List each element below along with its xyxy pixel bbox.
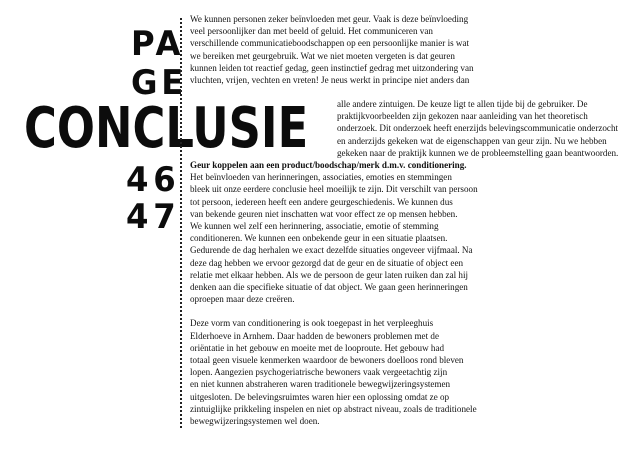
body-text — [190, 159, 478, 427]
text-line: Gedurende de dag herhalen we exact dezelfde situaties ongeveer vijfmaal. Na — [190, 245, 473, 256]
text-line: veel persoonlijker dan met beeld of geluid. Het communiceren van — [190, 26, 433, 37]
intro-paragraph — [190, 13, 474, 86]
paragraph-gap — [190, 305, 478, 317]
text-line: van bekende geuren niet inschatten wat voor effect ze op mensen hebben. — [190, 208, 458, 219]
text-line: we bereiken met geurgebruik. Wat we niet moeten vergeten is dat geuren — [190, 50, 455, 61]
page-title: CONCLUSIE — [24, 96, 309, 161]
page-label-top: PA — [131, 24, 185, 64]
text-line: deze dag hebben we ervoor gezorgd dat de geur en de situatie of object een — [190, 257, 464, 268]
text-line: bleek uit onze eerdere conclusie heel moeilijk te zijn. Dit verschilt van persoon — [190, 184, 478, 195]
text-line: Elderhoeve in Arnhem. Daar hadden de bewoners problemen met de — [190, 330, 439, 341]
text-line: alle andere zintuigen. De keuze ligt te allen tijde bij de gebruiker. De — [337, 99, 588, 109]
page-number-left: 46 — [126, 160, 181, 200]
text-line: gekeken naar de praktijk kunnen we de probleemstelling gaan beantwoorden. — [337, 147, 619, 158]
text-line: en niet kunnen abstraheren waren traditionele bewegwijzeringsystemen — [190, 379, 451, 390]
text-line: en anderzijds gekeken wat de eigenschappen van geur zijn. Nu we hebben — [337, 135, 607, 146]
text-line: oproepen maar deze creëren. — [190, 294, 295, 305]
text-line: onderzoek. Dit onderzoek heeft enerzijds belevingscommunicatie onderzocht — [337, 123, 619, 134]
text-line: relatie met elkaar hebben. Als we de persoon de geur laten ruiken dan zal hij — [190, 269, 469, 280]
text-line: vluchten, vrijen, vechten en vreten! Je neus werkt in principe niet anders dan — [190, 74, 470, 85]
text-line: totaal geen visuele kenmerken waardoor de bewoners doelloos rond bleven — [190, 355, 464, 365]
text-line: uitgesloten. De belevingsruimtes waren hier een oplossing omdat ze op — [190, 391, 450, 402]
text-line: Het beïnvloeden van herinneringen, associaties, emoties en stemmingen — [190, 172, 452, 183]
text-line: conditioneren. We kunnen een onbekende geur in een situatie plaatsen. — [190, 233, 448, 244]
text-line: oriëntatie in het gebouw en moeite met de looproute. Het gebouw had — [190, 342, 445, 353]
text-line: verschillende communicatieboodschappen op een persoonlijke manier is wat — [190, 38, 470, 49]
text-line: We kunnen personen zeker beïnvloeden met geur. Vaak is deze beïnvloeding — [190, 14, 469, 24]
page-number-right: 47 — [126, 197, 181, 237]
text-line: Deze vorm van conditionering is ook toegepast in het verpleeghuis — [190, 318, 434, 329]
text-line: kunnen leiden tot reactief gedag, geen instinctief gedrag met uitzondering van — [190, 62, 474, 73]
dotted-divider — [180, 18, 182, 428]
text-line: zintuiglijke prikkeling inspelen en niet op abstract niveau, zoals de traditionele — [190, 403, 477, 414]
subheading: Geur koppelen aan een product/boodschap/merk d.m.v. conditionering. — [190, 160, 467, 170]
text-line: tot persoon, iedereen heeft een andere geurgeschiedenis. We kunnen dus — [190, 196, 453, 207]
text-line: bewegwijzeringsystemen wel doen. — [190, 415, 320, 426]
text-line: lopen. Aangezien psychogeriatrische bewoners vaak vergeetachtig zijn — [190, 367, 448, 378]
text-line: praktijkvoorbeelden zijn gekozen naar aanleiding van het theoretisch — [337, 111, 588, 122]
text-line: We kunnen wel zelf een herinnering, associatie, emotie of stemming — [190, 220, 439, 231]
text-line: denken aan die specifieke situatie of dat object. We gaan geen herinneringen — [190, 281, 468, 292]
page-label-bottom: GE — [131, 63, 188, 103]
intro-paragraph-continued — [337, 98, 618, 159]
